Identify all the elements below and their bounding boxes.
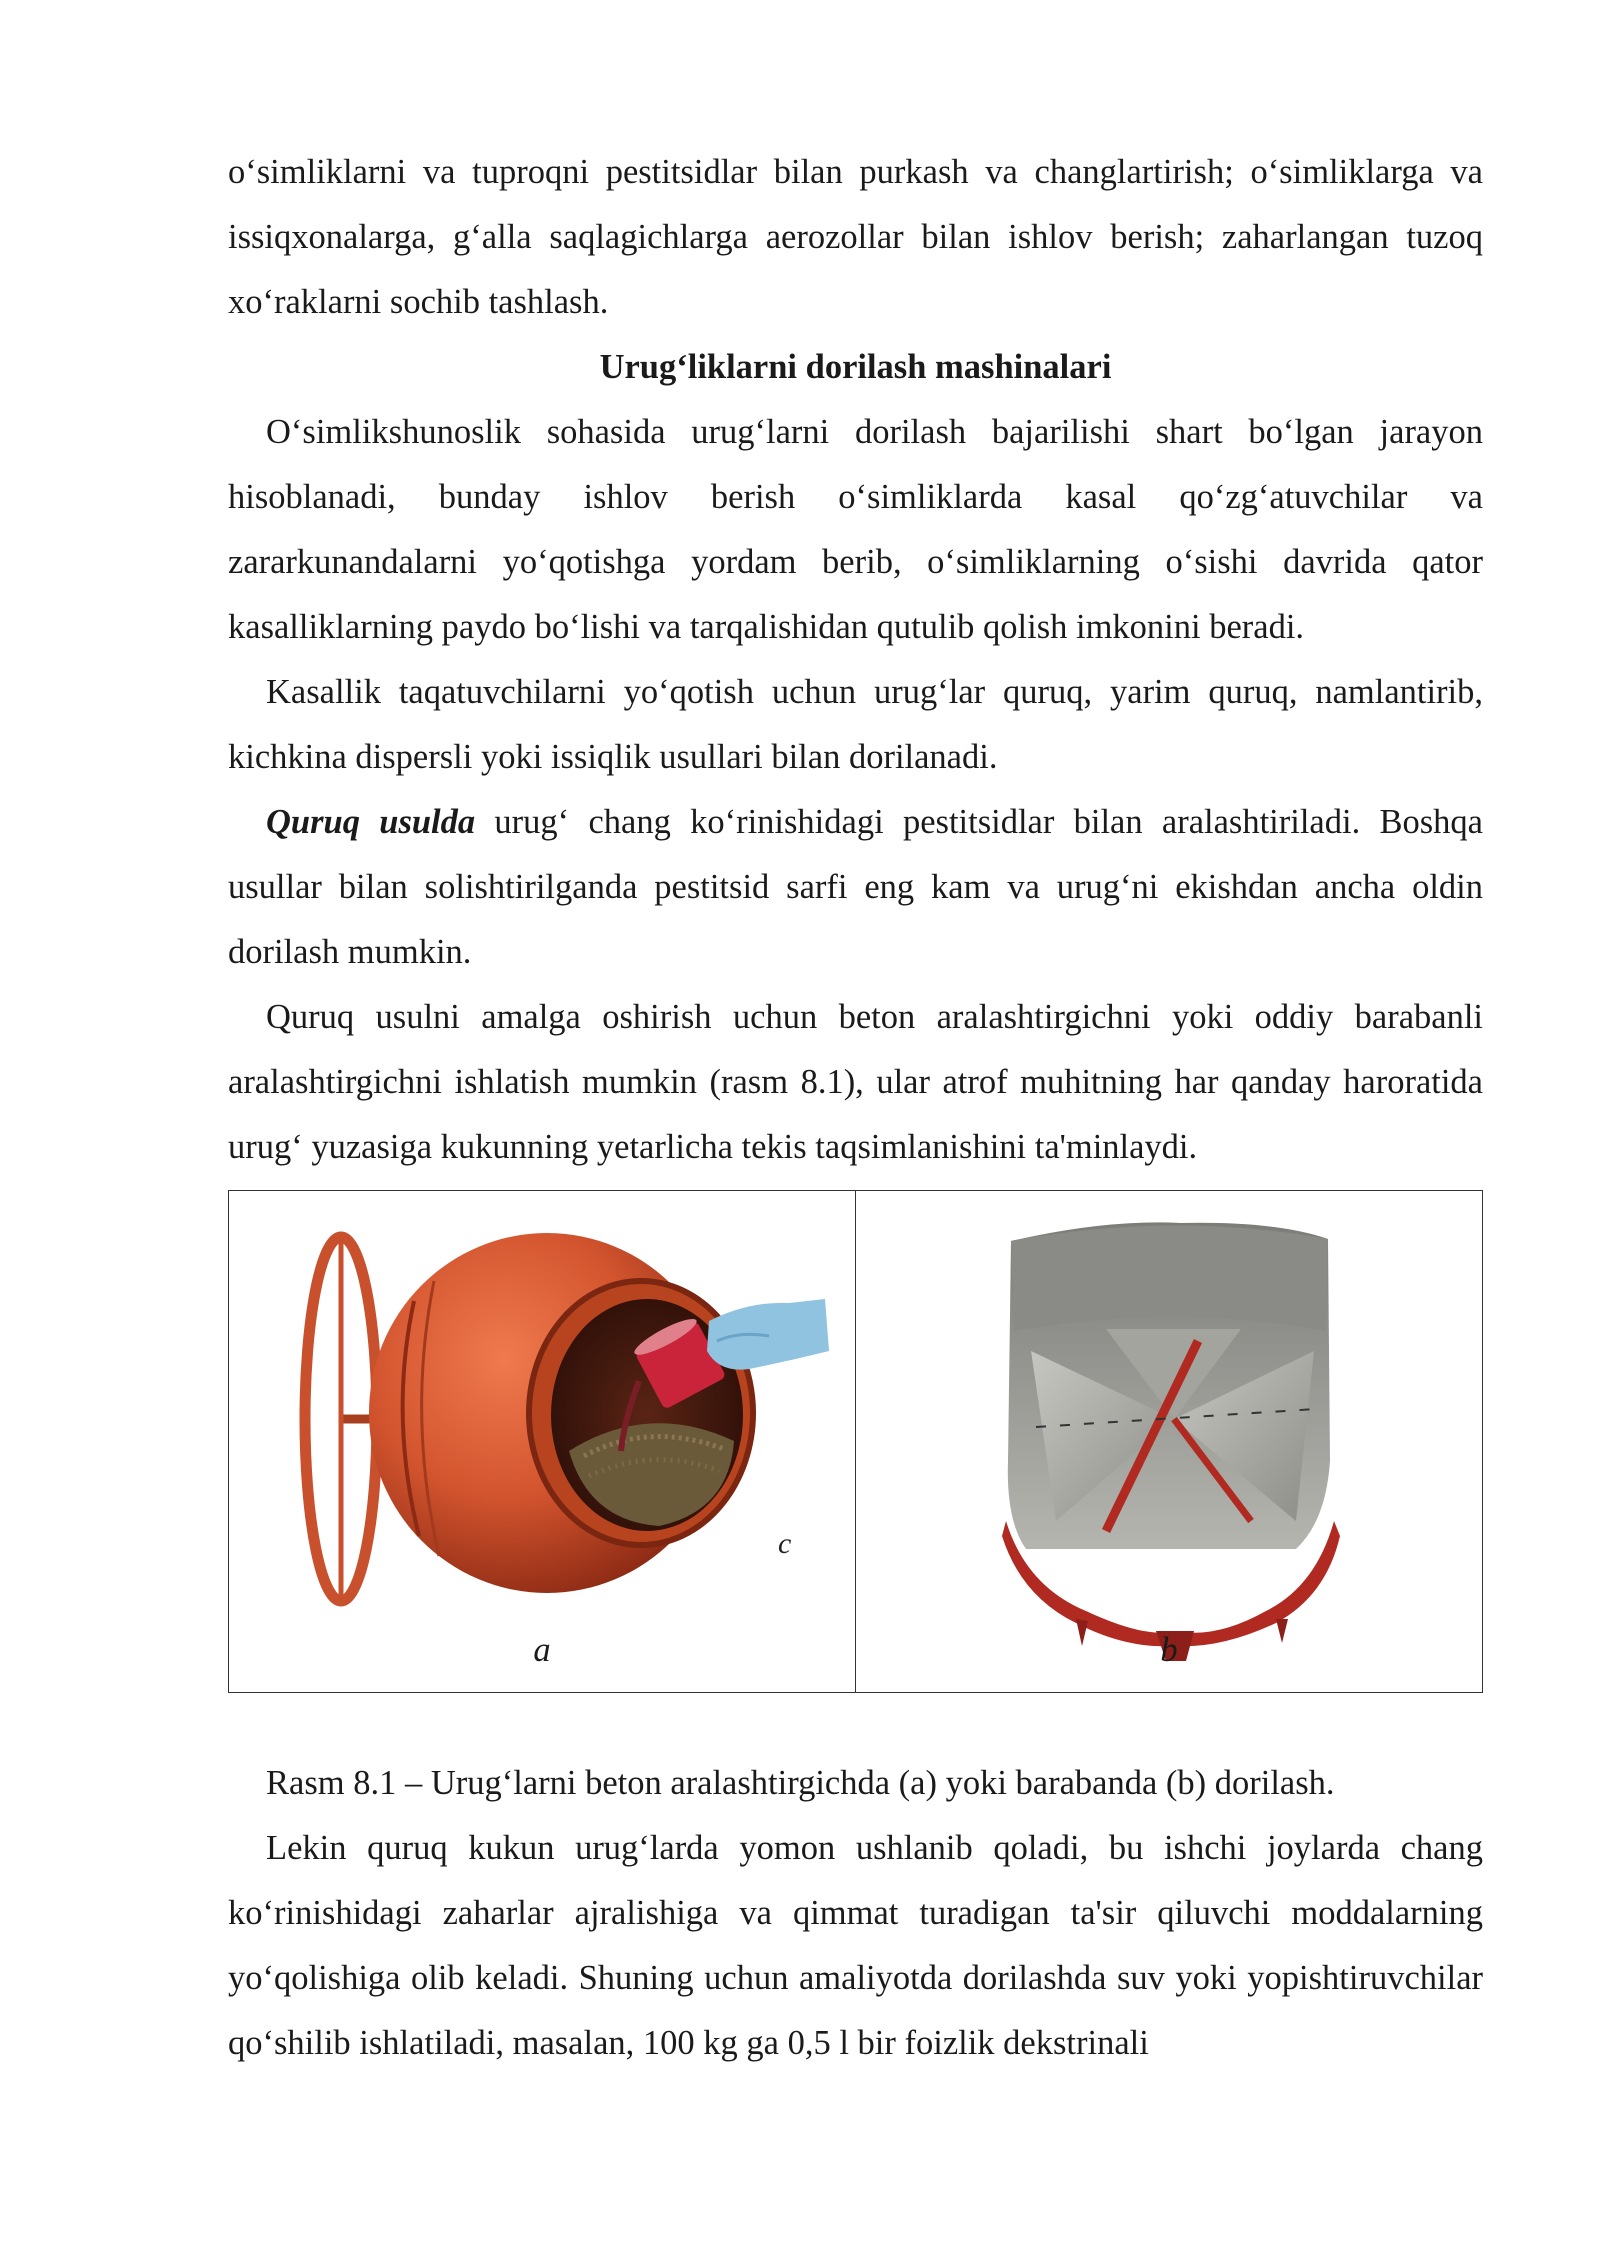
section-heading: Urug‘liklarni dorilash mashinalari [599, 348, 1112, 386]
panel-a-label: a [533, 1631, 551, 1669]
paragraph-treatment-methods: Kasallik taqatuvchilarni yo‘qotish uchun urug‘lar quruq, yarim quruq, namlantirib, kichkina dispersli yoki issiqlik usullari bilan dorilanadi. [228, 673, 1483, 776]
panel-b-label: b [1160, 1631, 1178, 1669]
paragraph-dry-method [228, 790, 1483, 985]
paragraph-mixer-usage: Quruq usulni amalga oshirish uchun beton aralashtirgichni yoki oddiy barabanli aralashtirgichni ishlatish mumkin (rasm 8.1), ular atrof muhitning har qanday haroratida urug‘ yuzasiga kukunning yetarlicha tekis taqsimlanishini ta'minlaydi. [228, 998, 1483, 1166]
paragraph-wet-method: Lekin quruq kukun urug‘larda yomon ushlanib qoladi, bu ishchi joylarda chang ko‘rinishidagi zaharlar ajralishiga va qimmat turadigan ta'sir qiluvchi moddalarning yo‘qolishiga olib keladi. Shuning uchun amaliyotda dorilashda suv yoki yopishtiruvchilar qo‘shilib ishlatiladi, masalan, 100 kg ga 0,5 l bir foizlik dekstrinali [228, 1829, 1483, 2062]
blue-glove [707, 1299, 829, 1370]
paragraph-seed-treatment-intro: O‘simlikshunoslik sohasida urug‘larni dorilash bajarilishi shart bo‘lgan jarayon hisoblanadi, bunday ishlov berish o‘simliklarda kasal qo‘zg‘atuvchilar va zararkunandalarni yo‘qotishga yordam berib, o‘simliklarning o‘sishi davrida qator kasalliklarning paydo bo‘lishi va tarqalishidan qutulib qolish imkonini beradi. [228, 413, 1483, 646]
figure-caption: Rasm 8.1 – Urug‘larni beton aralashtirgichda (a) yoki barabanda (b) dorilash. [266, 1764, 1335, 1802]
figure-panel-b [855, 1191, 1482, 1692]
concrete-mixer-photo [229, 1191, 855, 1691]
figure-panel-a [229, 1191, 855, 1692]
document-page [228, 140, 1483, 2076]
figure-8-1 [228, 1190, 1483, 1693]
dry-method-text: urug‘ chang ko‘rinishidagi pestitsidlar bilan aralashtiriladi. Boshqa usullar bilan solishtirilganda pestitsid sarfi eng kam va urug‘ni ekishdan ancha oldin dorilash mumkin. [228, 803, 1483, 971]
drum-mixer-photo [856, 1191, 1482, 1691]
dry-method-term: Quruq usulda [266, 803, 476, 841]
paragraph-pesticide-methods: o‘simliklarni va tuproqni pestitsidlar bilan purkash va changlartirish; o‘simliklarga va issiqxonalarga, g‘alla saqlagichlarga aerozollar bilan ishlov berish; zaharlangan tuzoq xo‘raklarni sochib tashlash. [228, 153, 1483, 321]
photo-a-mark: c [778, 1527, 792, 1560]
